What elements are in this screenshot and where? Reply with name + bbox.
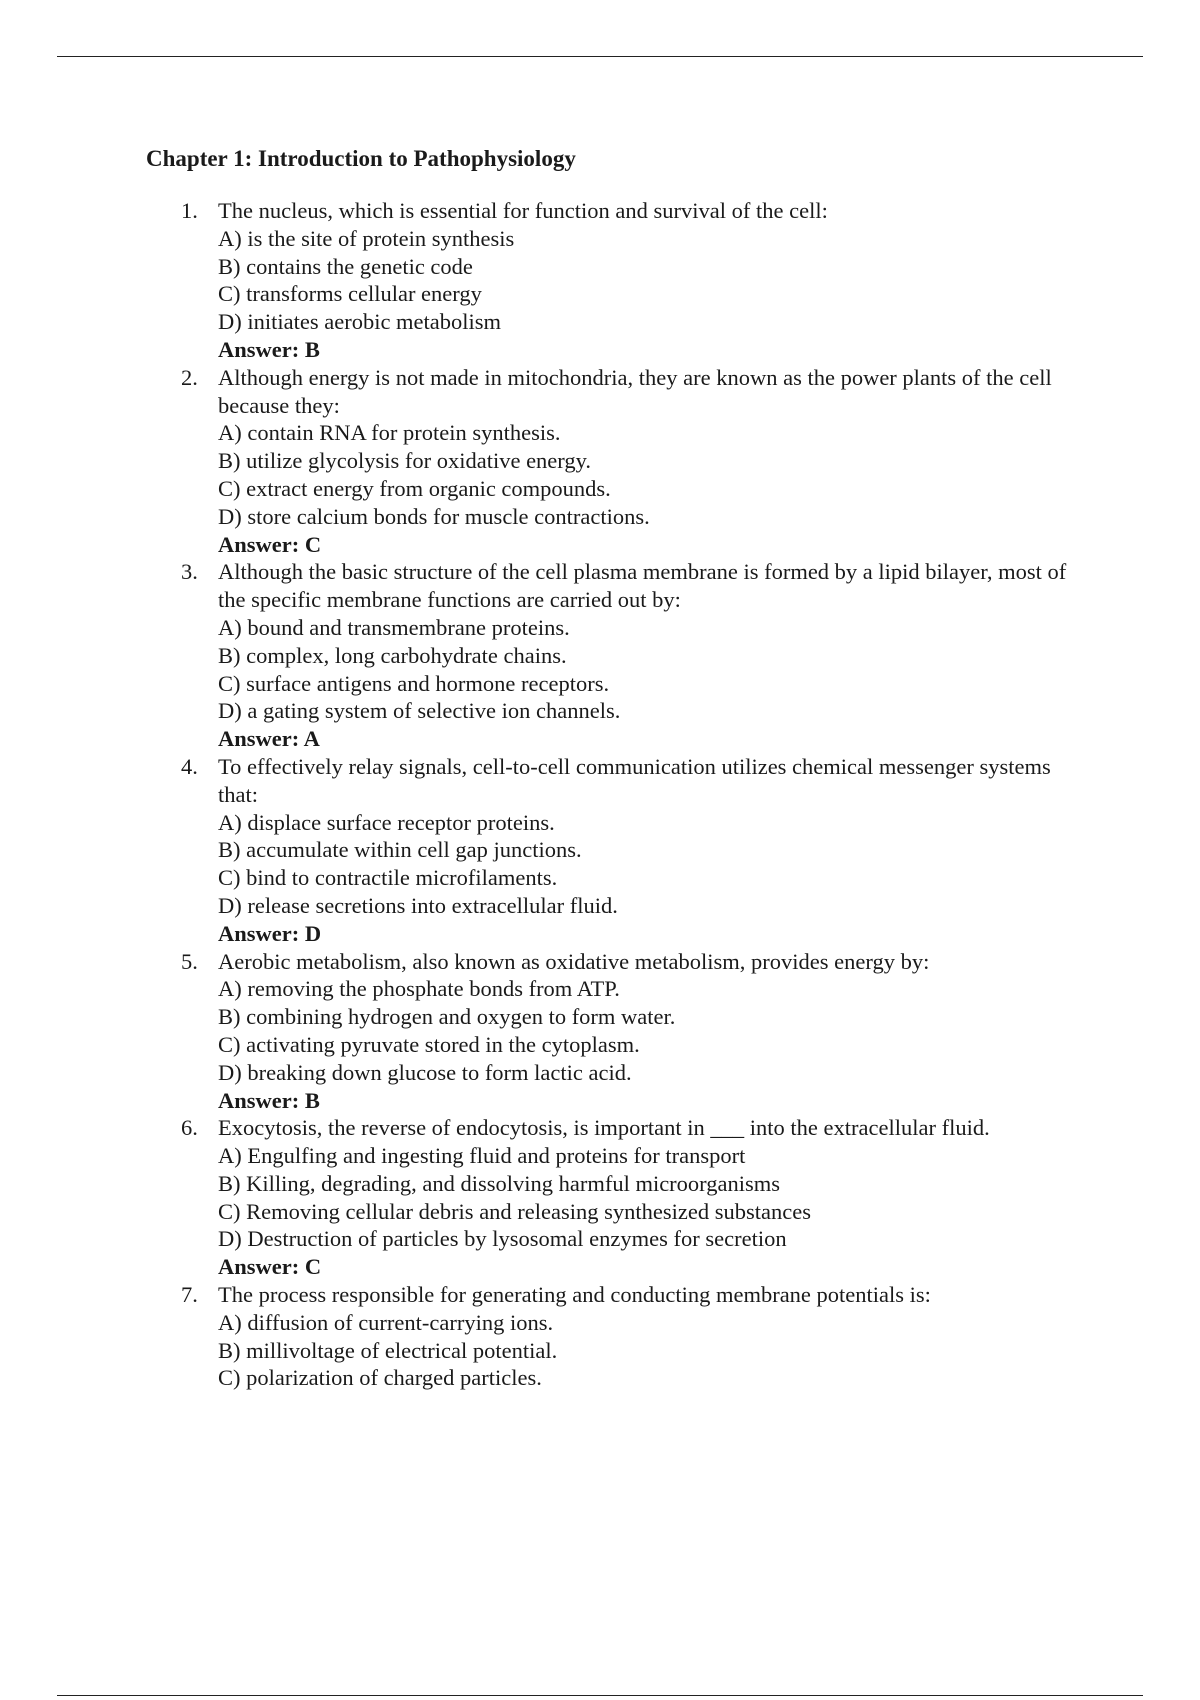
correct-answer: Answer: C [218, 1254, 322, 1280]
question-text: Aerobic metabolism, also known as oxidative metabolism, provides energy by: [218, 948, 930, 974]
header-rule [57, 56, 1143, 57]
answer-option: A) contain RNA for protein synthesis. [218, 420, 561, 446]
question-number: 3. [181, 559, 198, 585]
correct-answer: Answer: B [218, 1087, 320, 1113]
question-text: The process responsible for generating and conducting membrane potentials is: [218, 1282, 931, 1308]
question-number: 7. [181, 1282, 198, 1308]
answer-option: A) Engulfing and ingesting fluid and proteins for transport [218, 1143, 746, 1169]
question-number: 5. [181, 948, 198, 974]
question-text: To effectively relay signals, cell-to-cell communication utilizes chemical messenger systems that: [218, 753, 1051, 807]
answer-option: C) bind to contractile microfilaments. [218, 865, 558, 891]
footer-rule [57, 1695, 1143, 1696]
answer-option: D) initiates aerobic metabolism [218, 309, 502, 335]
answer-option: D) release secretions into extracellular fluid. [218, 892, 618, 918]
answer-option: C) extract energy from organic compounds. [218, 475, 611, 501]
answer-option: C) surface antigens and hormone receptors. [218, 670, 610, 696]
question-number: 1. [181, 198, 198, 223]
answer-option: C) transforms cellular energy [218, 281, 482, 307]
question-number: 2. [181, 364, 198, 390]
answer-option: B) contains the genetic code [218, 253, 473, 279]
chapter-title: Chapter 1: Introduction to Pathophysiology [146, 146, 576, 171]
question-number: 4. [181, 753, 198, 779]
question-item [146, 1114, 1086, 1281]
answer-option: D) Destruction of particles by lysosomal enzymes for secretion [218, 1226, 787, 1252]
question-text: The nucleus, which is essential for function and survival of the cell: [218, 198, 828, 223]
answer-option: D) breaking down glucose to form lactic acid. [218, 1059, 632, 1085]
answer-option: B) complex, long carbohydrate chains. [218, 642, 567, 668]
answer-option: B) accumulate within cell gap junctions. [218, 837, 582, 863]
correct-answer: Answer: D [218, 920, 322, 946]
answer-option: A) is the site of protein synthesis [218, 225, 515, 251]
answer-option: D) a gating system of selective ion channels. [218, 698, 621, 724]
document-body [146, 145, 1086, 1392]
correct-answer: Answer: B [218, 336, 320, 362]
answer-option: C) activating pyruvate stored in the cytoplasm. [218, 1031, 640, 1057]
question-item [146, 364, 1086, 559]
question-item [146, 558, 1086, 753]
answer-option: A) bound and transmembrane proteins. [218, 614, 570, 640]
answer-option: A) displace surface receptor proteins. [218, 809, 555, 835]
question-item [146, 753, 1086, 948]
answer-option: D) store calcium bonds for muscle contractions. [218, 503, 650, 529]
answer-option: B) Killing, degrading, and dissolving harmful microorganisms [218, 1170, 781, 1196]
question-list [146, 197, 1086, 1392]
answer-option: B) combining hydrogen and oxygen to form water. [218, 1004, 676, 1030]
question-text: Although energy is not made in mitochondria, they are known as the power plants of the cell because they: [218, 364, 1052, 418]
answer-option: C) Removing cellular debris and releasing synthesized substances [218, 1198, 811, 1224]
question-item [146, 197, 1086, 364]
question-text: Exocytosis, the reverse of endocytosis, is important in ___ into the extracellular fluid. [218, 1115, 990, 1141]
question-item [146, 1281, 1086, 1392]
answer-option: B) millivoltage of electrical potential. [218, 1337, 558, 1363]
answer-option: A) diffusion of current-carrying ions. [218, 1309, 554, 1335]
answer-option: B) utilize glycolysis for oxidative energy. [218, 448, 592, 474]
answer-option: C) polarization of charged particles. [218, 1365, 542, 1391]
correct-answer: Answer: C [218, 531, 322, 557]
correct-answer: Answer: A [218, 726, 320, 752]
answer-option: A) removing the phosphate bonds from ATP. [218, 976, 620, 1002]
question-text: Although the basic structure of the cell plasma membrane is formed by a lipid bilayer, most of the specific membrane functions are carried out by: [218, 559, 1067, 613]
question-item [146, 948, 1086, 1115]
question-number: 6. [181, 1115, 198, 1141]
